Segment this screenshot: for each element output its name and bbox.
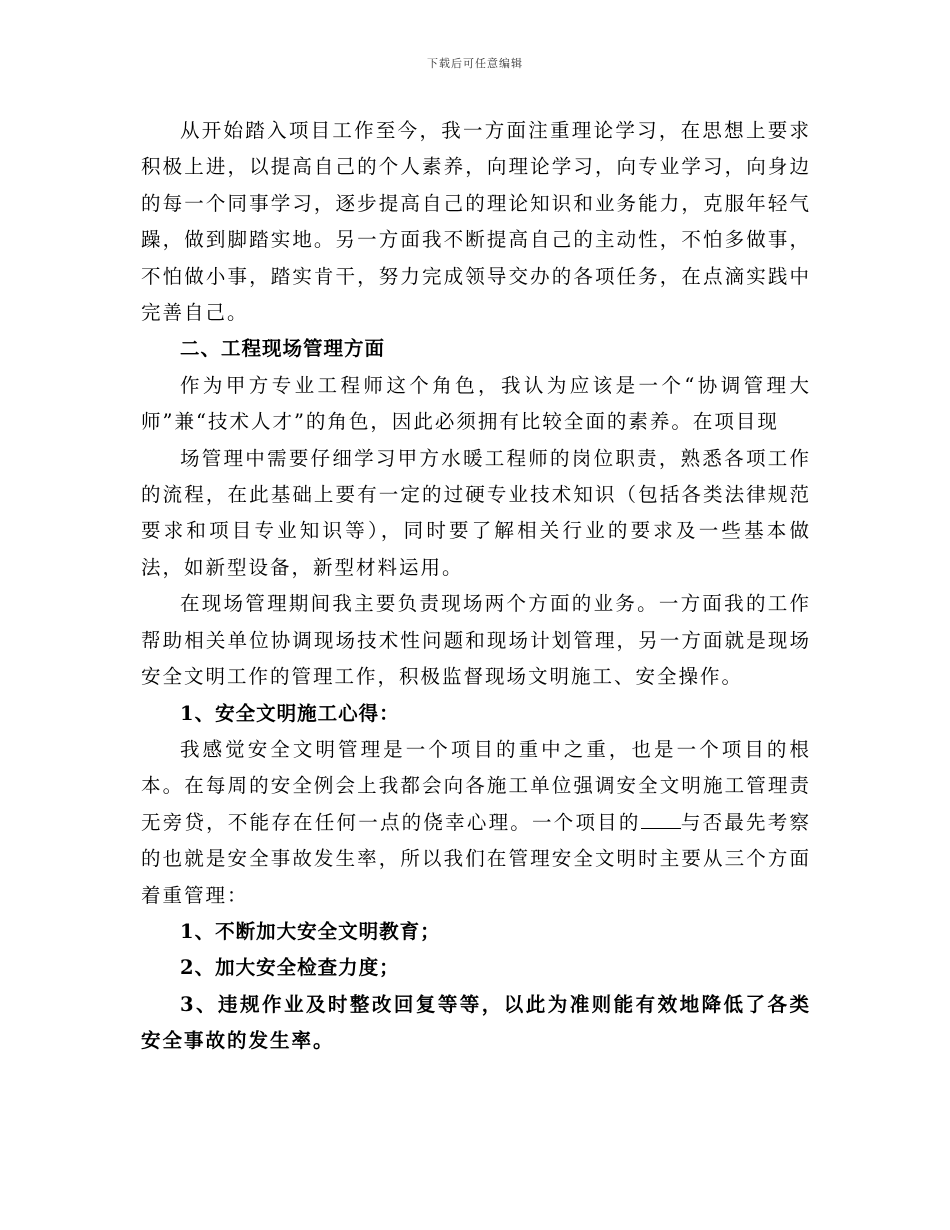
paragraph-role: 作为甲方专业工程师这个角色，我认为应该是一个“协调管理大师”兼“技术人才”的角色，因此必须拥有比较全面的素养。在项目现 <box>141 373 811 434</box>
list-item-education: 1、不断加大安全文明教育； <box>180 919 441 943</box>
list-item-inspection: 2、加大安全检查力度； <box>180 956 400 980</box>
paragraph-safety-part1: 我感觉安全文明管理是一个项目的重中之重，也是一个项目的根本。在每周的安全例会上我都会向各施工单位强调安全文明施工管理责无旁贷，不能存在任何一点的侥幸心理。一个项目的 <box>141 737 811 834</box>
section-heading-site-management: 二、工程现场管理方面 <box>180 337 386 361</box>
paragraph-safety <box>141 732 811 914</box>
list-item-rectification: 3、违规作业及时整改回复等等，以此为准则能有效地降低了各类安全事故的发生率。 <box>141 992 811 1053</box>
subheading-safety: 1、安全文明施工心得： <box>180 701 400 725</box>
blank-underline <box>641 810 681 829</box>
paragraph-duties: 场管理中需要仔细学习甲方水暖工程师的岗位职责，熟悉各项工作的流程，在此基础上要有一定的过硬专业技术知识（包括各类法律规范要求和项目专业知识等），同时要了解相关行业的要求及一些基本做法，如新型设备，新型材料运用。 <box>141 446 811 579</box>
paragraph-safety-part2: 与否最先考察的也就是安全事故发生率，所以我们在管理安全文明时主要从三个方面着重管理： <box>141 810 811 907</box>
document-body <box>141 113 811 1060</box>
page-header: 下载后可任意编辑 <box>427 57 523 70</box>
paragraph-responsibilities: 在现场管理期间我主要负责现场两个方面的业务。一方面我的工作帮助相关单位协调现场技术性问题和现场计划管理，另一方面就是现场安全文明工作的管理工作，积极监督现场文明施工、安全操作。 <box>141 592 811 689</box>
paragraph-study: 从开始踏入项目工作至今，我一方面注重理论学习，在思想上要求积极上进，以提高自己的个人素养，向理论学习，向专业学习，向身边的每一个同事学习，逐步提高自己的理论知识和业务能力，克服年轻气躁，做到脚踏实地。另一方面我不断提高自己的主动性，不怕多做事，不怕做小事，踏实肯干，努力完成领导交办的各项任务，在点滴实践中完善自己。 <box>141 119 811 325</box>
